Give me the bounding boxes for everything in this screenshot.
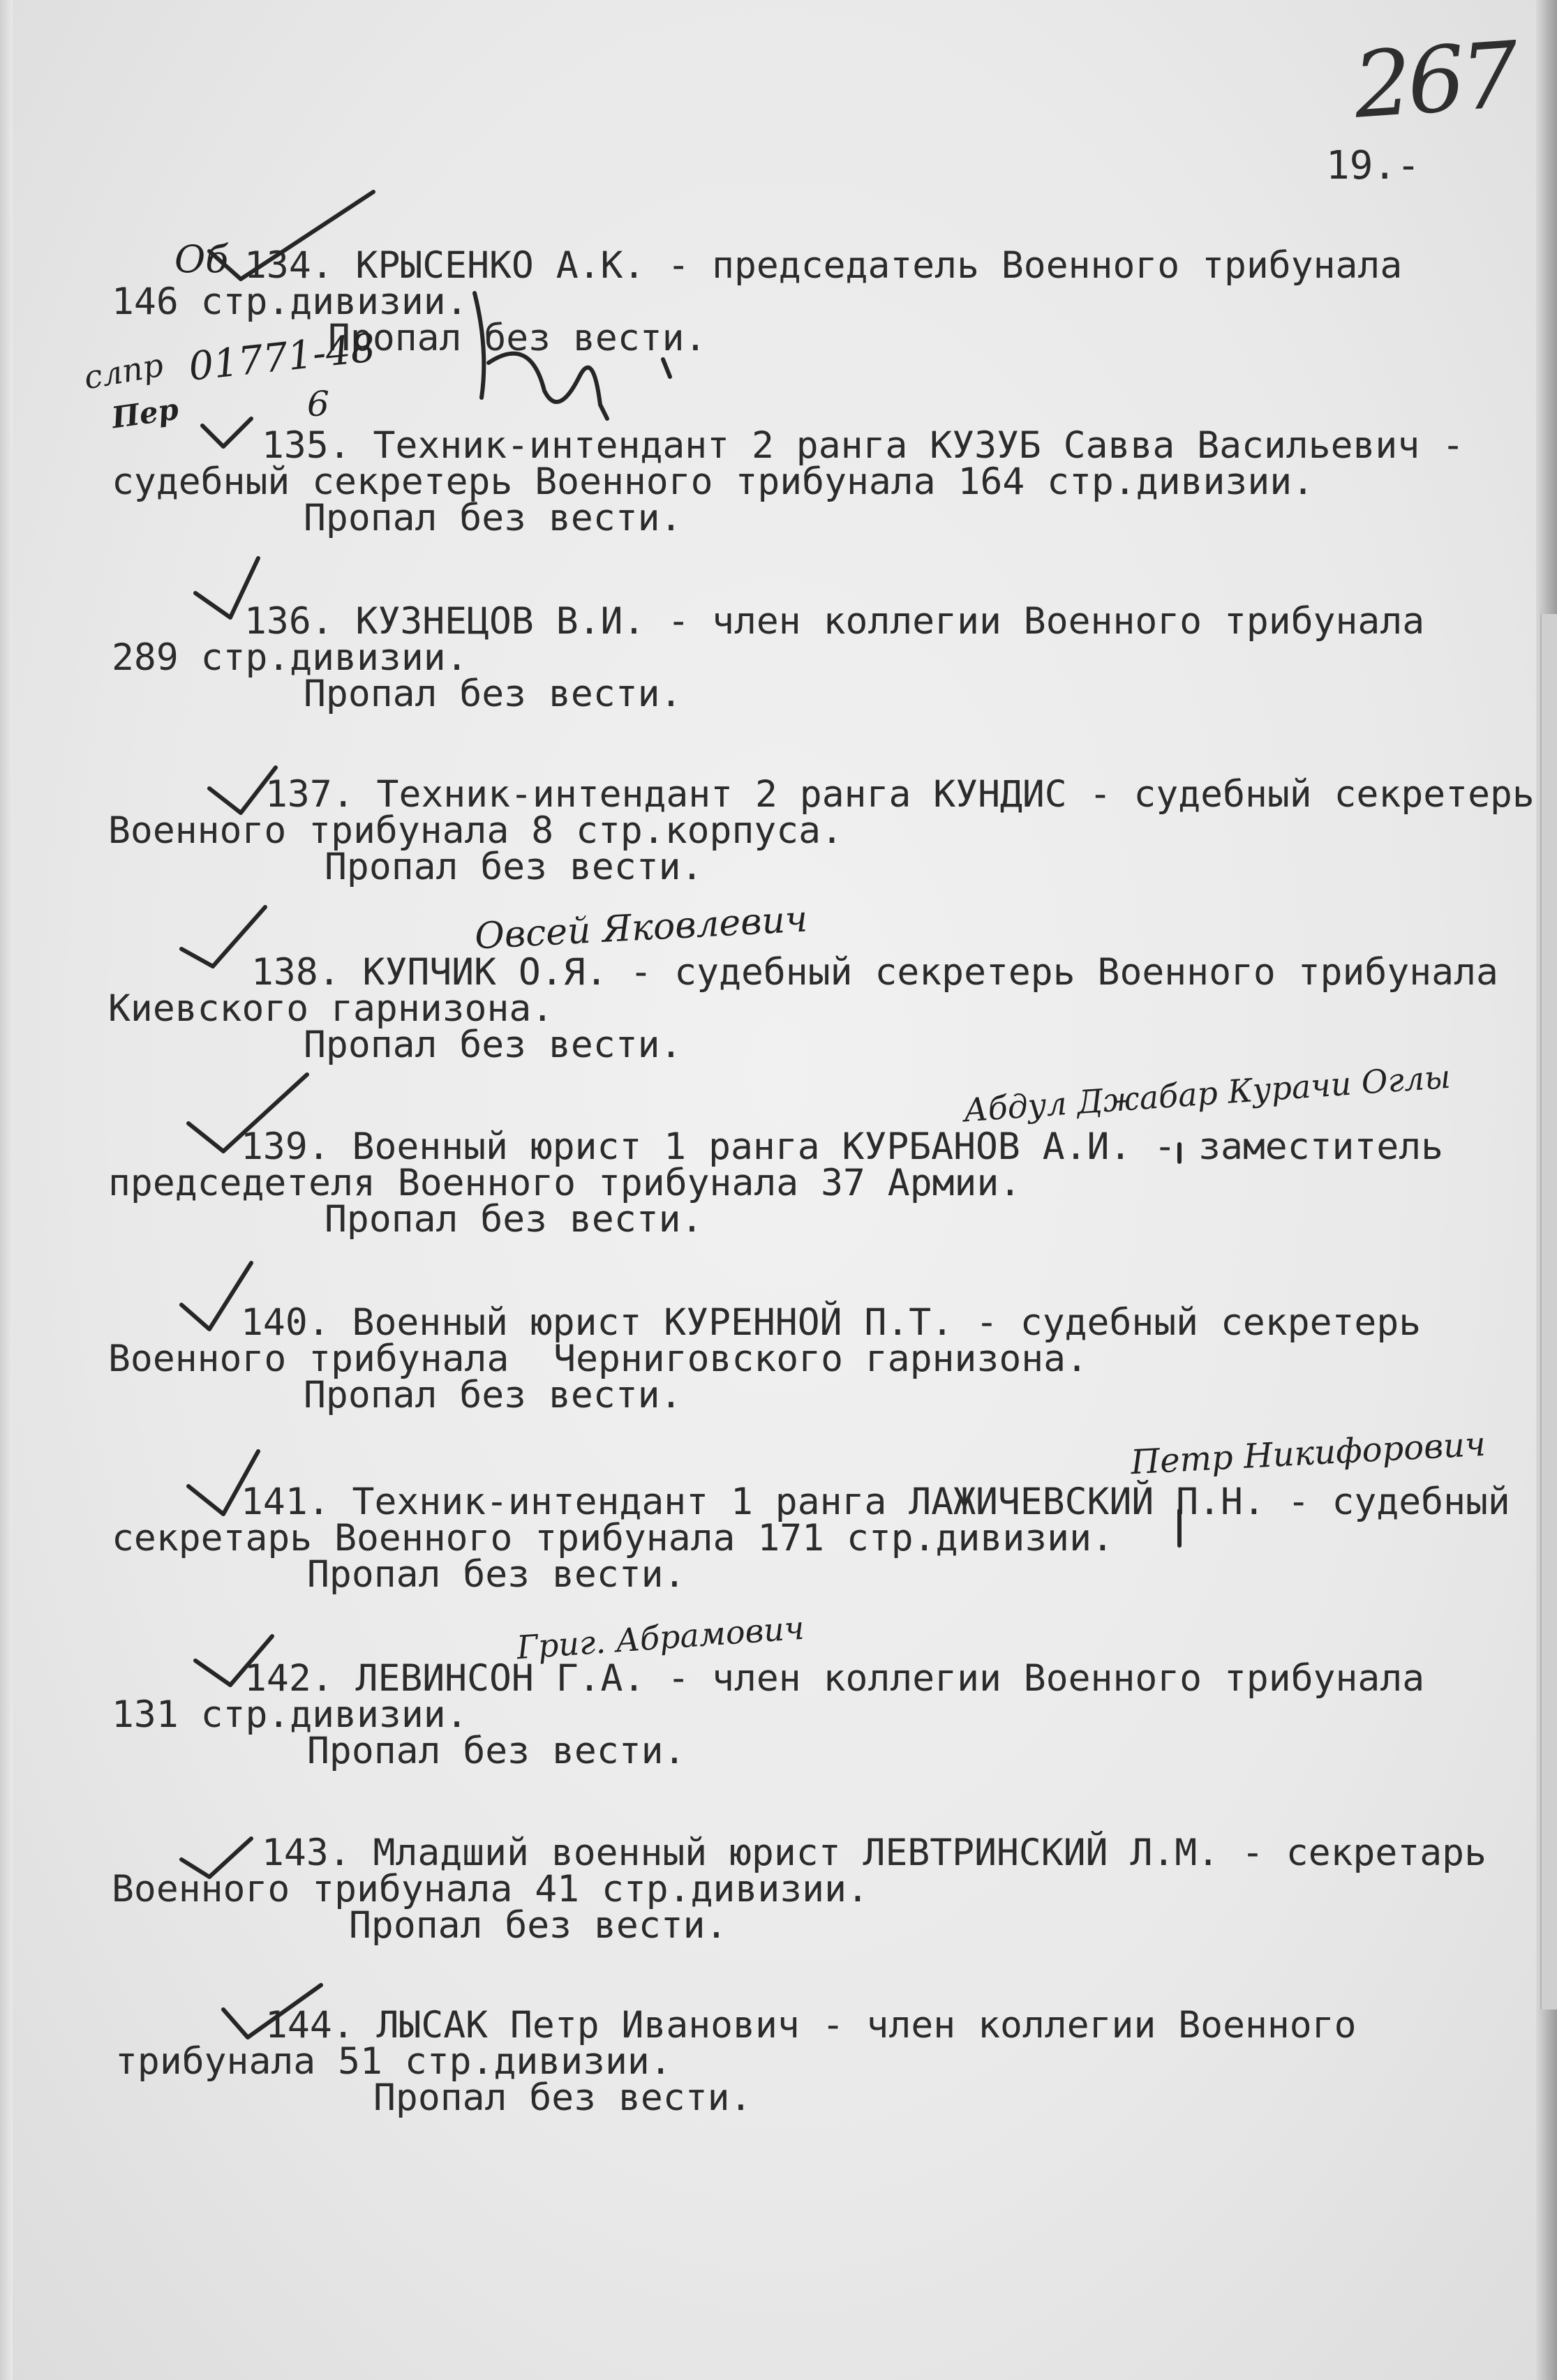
- entry-line-1: 142. ЛЕВИНСОН Г.А. - член коллегии Военного трибунала: [244, 1657, 1425, 1700]
- checkmark-icon: [195, 558, 258, 618]
- pen-stroke-icon: [663, 359, 670, 377]
- entry-line-2: председетеля Военного трибунала 37 Армии.: [108, 1162, 1022, 1204]
- entry-line-2: секретарь Военного трибунала 171 стр.дивизии.: [112, 1517, 1114, 1559]
- handwritten-note-141: Петр Никифорович: [1129, 1424, 1487, 1483]
- handwritten-note-134-label-a: слпр: [81, 345, 166, 397]
- checkmark-icon: [188, 1451, 258, 1514]
- handwritten-note-134-sub: 6: [307, 384, 329, 424]
- entry-line-1: 139. Военный юрист 1 ранга КУРБАНОВ А.И. - заместитель: [241, 1125, 1444, 1168]
- entry-line-1: 137. Техник-интендант 2 ранга КУНДИС - судебный секретерь: [265, 773, 1535, 816]
- handwritten-note-139: Абдул Джабар Курачи Оглы: [962, 1057, 1452, 1130]
- checkmark-icon: [202, 419, 251, 447]
- handwritten-note-134-label-b: Пер: [110, 391, 181, 435]
- archive-sheet-number: 267: [1350, 22, 1519, 139]
- entry-line-2: Военного трибунала 8 стр.корпуса.: [108, 809, 843, 852]
- entry-status: Пропал без вести.: [304, 497, 683, 539]
- entry-status: Пропал без вести.: [325, 846, 703, 888]
- entry-status: Пропал без вести.: [349, 1904, 728, 1947]
- entry-line-1: 136. КУЗНЕЦОВ В.И. - член коллегии Военного трибунала: [244, 600, 1425, 643]
- entry-line-1: 138. КУПЧИК О.Я. - судебный секретерь Военного трибунала: [251, 951, 1498, 994]
- entry-line-1: 134. КРЫСЕНКО А.К. - председатель Военного трибунала: [244, 244, 1403, 287]
- handwritten-note-142: Григ. Абрамович: [515, 1608, 806, 1667]
- entry-line-1: 140. Военный юрист КУРЕННОЙ П.Т. - судебный секретерь: [241, 1301, 1422, 1344]
- checkmark-icon: [181, 1839, 251, 1877]
- checkmark-icon: [181, 1263, 251, 1329]
- entry-line-2: Киевского гарнизона.: [108, 987, 554, 1030]
- entry-status: Пропал без вести.: [325, 1198, 703, 1241]
- checkmark-icon: [188, 1075, 307, 1151]
- entry-line-1: 135. Техник-интендант 2 ранга КУЗУБ Савва Васильевич -: [262, 424, 1465, 467]
- entry-status: Пропал без вести.: [307, 1730, 686, 1772]
- entry-line-2: трибунала 51 стр.дивизии.: [115, 2040, 672, 2083]
- checkmark-icon: [181, 907, 265, 966]
- entry-line-1: 141. Техник-интендант 1 ранга ЛАЖИЧЕВСКИЙ П.Н. - судебный: [241, 1481, 1510, 1523]
- checkmark-icon: [209, 768, 276, 813]
- entry-line-2: 289 стр.дивизии.: [112, 636, 468, 679]
- handwritten-note-134-prefix: Об: [174, 237, 229, 281]
- entry-status: Пропал без вести.: [328, 317, 707, 359]
- entry-line-2: 146 стр.дивизии.: [112, 280, 468, 323]
- checkmark-icon: [195, 1636, 272, 1685]
- entry-status: Пропал без вести.: [307, 1553, 686, 1596]
- entry-line-2: судебный секретерь Военного трибунала 164 стр.дивизии.: [112, 461, 1315, 503]
- entry-line-2: Военного трибунала Черниговского гарнизона.: [108, 1338, 1088, 1380]
- entry-line-1: 144. ЛЫСАК Петр Иванович - член коллегии Военного: [265, 2004, 1357, 2046]
- entry-line-1: 143. Младший военный юрист ЛЕВТРИНСКИЙ Л.М. - секретарь: [262, 1832, 1487, 1874]
- signature-stroke-icon: [475, 293, 607, 419]
- entry-status: Пропал без вести.: [373, 2076, 752, 2119]
- handwritten-note-138: Овсей Яковлевич: [473, 898, 809, 958]
- entry-line-2: 131 стр.дивизии.: [112, 1693, 468, 1736]
- checkmark-icon: [223, 1985, 321, 2037]
- entry-status: Пропал без вести.: [304, 673, 683, 715]
- handwritten-note-134-ref: 01771-48: [186, 325, 378, 390]
- checkmark-icon: [209, 192, 373, 279]
- entry-status: Пропал без вести.: [304, 1024, 683, 1066]
- entry-line-2: Военного трибунала 41 стр.дивизии.: [112, 1868, 869, 1910]
- page-number: 19.-: [1326, 143, 1420, 188]
- entry-status: Пропал без вести.: [304, 1374, 683, 1416]
